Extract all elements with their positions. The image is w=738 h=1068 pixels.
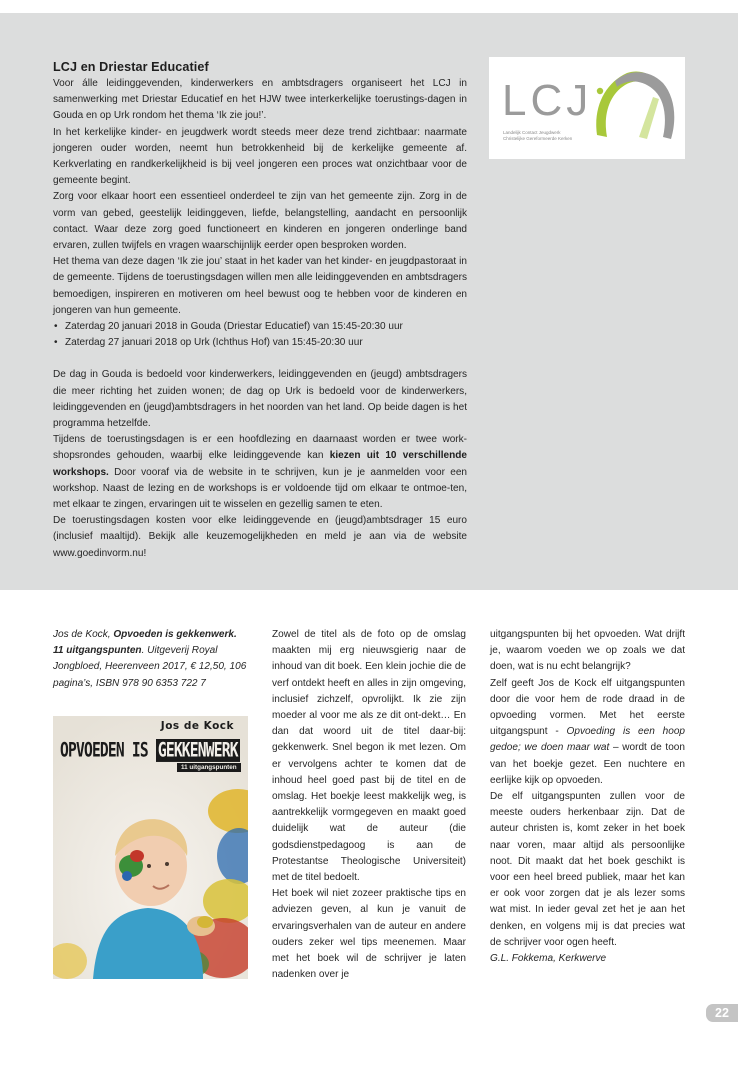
review-column-3 [490,627,685,967]
logo-tagline: Landelijk Contact Jeugdwerk Christelijke Gereformeerde Kerken [503,130,573,141]
cover-author: Jos de Kock [160,720,234,732]
review-quote: Opvoeding is een hoop gedoe; we doen maar wat [490,726,685,754]
review-column-2 [272,627,466,983]
lcj-logo [489,57,685,159]
article-paragraph: De toerustingsdagen kosten voor elke leidinggevende en (jeugd)ambtsdrager 15 euro (inclusief maaltijd). Bekijk alle keuzemogelijkheden en meld je aan via de website www.goedinvorm.nu! [53,515,467,559]
article-paragraph: Tijdens de toerustingsdagen is er een hoofdlezing en daarnaast worden er twee work-shopsrondes gehouden, waarbij elke leidinggevende kan kiezen uit 10 verschillende workshops. Door vooraf via de website in te schrijven, kun je je aanmelden voor een workshop. Naast de lezing en de workshops is er voldoende tijd om elkaar te ontmoe-ten, met elkaar te zingen, ervaringen uit te wisselen en gezellig samen te eten. [53,434,467,511]
dates-list [53,319,467,351]
review-signature: G.L. Fokkema, Kerkwerve [490,953,607,965]
review-paragraph: Zowel de titel als de foto op de omslag maakten mij erg nieuwsgierig naar de inhoud van dit boek. Een klein jochie die de verf ontdekt heeft en alles in zijn omgeving, inclusief zichzelf, opvrolijkt. Ik zie zijn moeder al voor me als ze dit ont-dekt… En dan dat woord uit de titel daar-bij: gekkenwerk. Snel begon ik met lezen. Om er vervolgens achter te komen dat de inhoud heel goed past bij de titel en de omslag. Het boekje leest makkelijk weg, is aantrekkelijk vormgegeven en maakt goed duidelijk wat de auteur (die godsdienstpedagoog is aan de Protestantse Theologische Universiteit) met de titel bedoelt. [272,629,466,884]
review-paragraph: Zelf geeft Jos de Kock elf uitgangspunten door die voor hem de rode draad in de opvoeding vormen. Met het eerste uitgangspunt - Opvoeding is een hoop gedoe; we doen maar wat – wordt de toon van het boekje gezet. Een nuchtere en eerlijke kijk op opvoeden. [490,677,685,786]
review-paragraph: Het boek wil niet zozeer praktische tips en adviezen geven, al kun je vanuit de ervaringsverhalen van de auteur en andere ouders zeker wel tips meenemen. Maar met het boek wil de schrijver je laten nadenken over je [272,888,466,981]
date-item: • Zaterdag 27 januari 2018 op Urk (Ichthus Hof) van 15:45-20:30 uur [53,335,467,351]
review-paragraph: De elf uitgangspunten zullen voor de meeste ouders herkenbaar zijn. Dat de auteur christen is, komt zeker in het boek naar voren, maar altijd als persoonlijke noot. Dit maakt dat het boek geschikt is voor een heel breed publiek, maar het kan er ook voor zorgen dat je als lezer soms wat mist. In ieder geval zet het je aan het denken, en volgens mij is dat precies wat de schrijver voor ogen heeft. [490,791,685,948]
lcj-logo-graphic [489,57,685,159]
book-cover [53,716,248,979]
book-author: Jos de Kock, [53,629,111,640]
cover-subtitle: 11 uitgangspunten [177,763,241,772]
review-column-1 [53,627,248,692]
logo-stroke [639,97,659,139]
announcement-article [53,60,467,562]
cover-title: OPVOEDEN IS GEKKENWERK [60,739,238,762]
article-paragraph: Voor álle leidinggevenden, kinderwerkers en ambtsdragers organiseert het LCJ in samenwerking met Driestar Educatief en het HJW twee interkerkelijke toerustings-dagen in Gouda en op Urk rondom het thema ‘Ik zie jou!’. [53,78,467,122]
article-paragraph: Het thema van deze dagen ‘Ik zie jou’ staat in het kader van het kinder- en jeugdpastoraat in de gemeente. Tijdens de toerustingsdagen willen men alle leidinggevenden en ambtsdragers bemoedigen, inspireren en motiveren om heel bewust oog te hebben voor de kinderen en jongeren van hun gemeente. [53,256,467,316]
date-item: • Zaterdag 20 januari 2018 in Gouda (Driestar Educatief) van 15:45-20:30 uur [53,319,467,335]
article-paragraph: Zorg voor elkaar hoort een essentieel onderdeel te zijn van het gemeente zijn. Zorg in de vorm van gebed, geestelijk leidinggeven, liefde, belangstelling, aandacht en persoonlijk contact. Waar deze zorg goed functioneert en kinderen en jongeren onderlinge band ervaren, zullen twijfels en vragen waarschijnlijk eerder open besproken worden. [53,191,467,252]
logo-dot [597,88,603,94]
article-paragraph: De dag in Gouda is bedoeld voor kinderwerkers, leidinggevenden en (jeugd) ambtsdragers die meer richting het zuiden wonen; de dag op Urk is bedoeld voor de kinderwerkers, leidinggevenden en (jeugd)ambtsdragers in het noorden van het land. Op beide dagen is het programma hetzelfde. [53,369,467,430]
article-title: LCJ en Driestar Educatief [53,60,209,74]
article-paragraph: In het kerkelijke kinder- en jeugdwerk wordt steeds meer deze trend zichtbaar: naarmate jongeren ouder worden, neemt hun betrokkenheid bij de kerkelijke gemeente af. Kerkverlating en randkerkelijkheid is bij veel jongeren een proces wat onzichtbaar voor de gemeente begint. [53,126,467,187]
logo-text: LCJ [502,76,593,125]
book-title: Opvoeden is gekkenwerk. 11 uitgangspunten [53,629,237,657]
workshops-highlight: kiezen uit 10 verschillende workshops. [53,450,467,478]
review-paragraph: uitgangspunten bij het opvoeden. Wat drijft je, waarom voeden we op zoals we dat doen, wat is nu echt belangrijk? [490,629,685,673]
page-number: 22 [706,1004,738,1022]
book-info [53,627,248,692]
book-publisher: . Uitgeverij Royal Jongbloed, Heerenveen 2017, € 12,50, 106 pagina’s, ISBN 978 90 6353 722 7 [53,645,247,689]
